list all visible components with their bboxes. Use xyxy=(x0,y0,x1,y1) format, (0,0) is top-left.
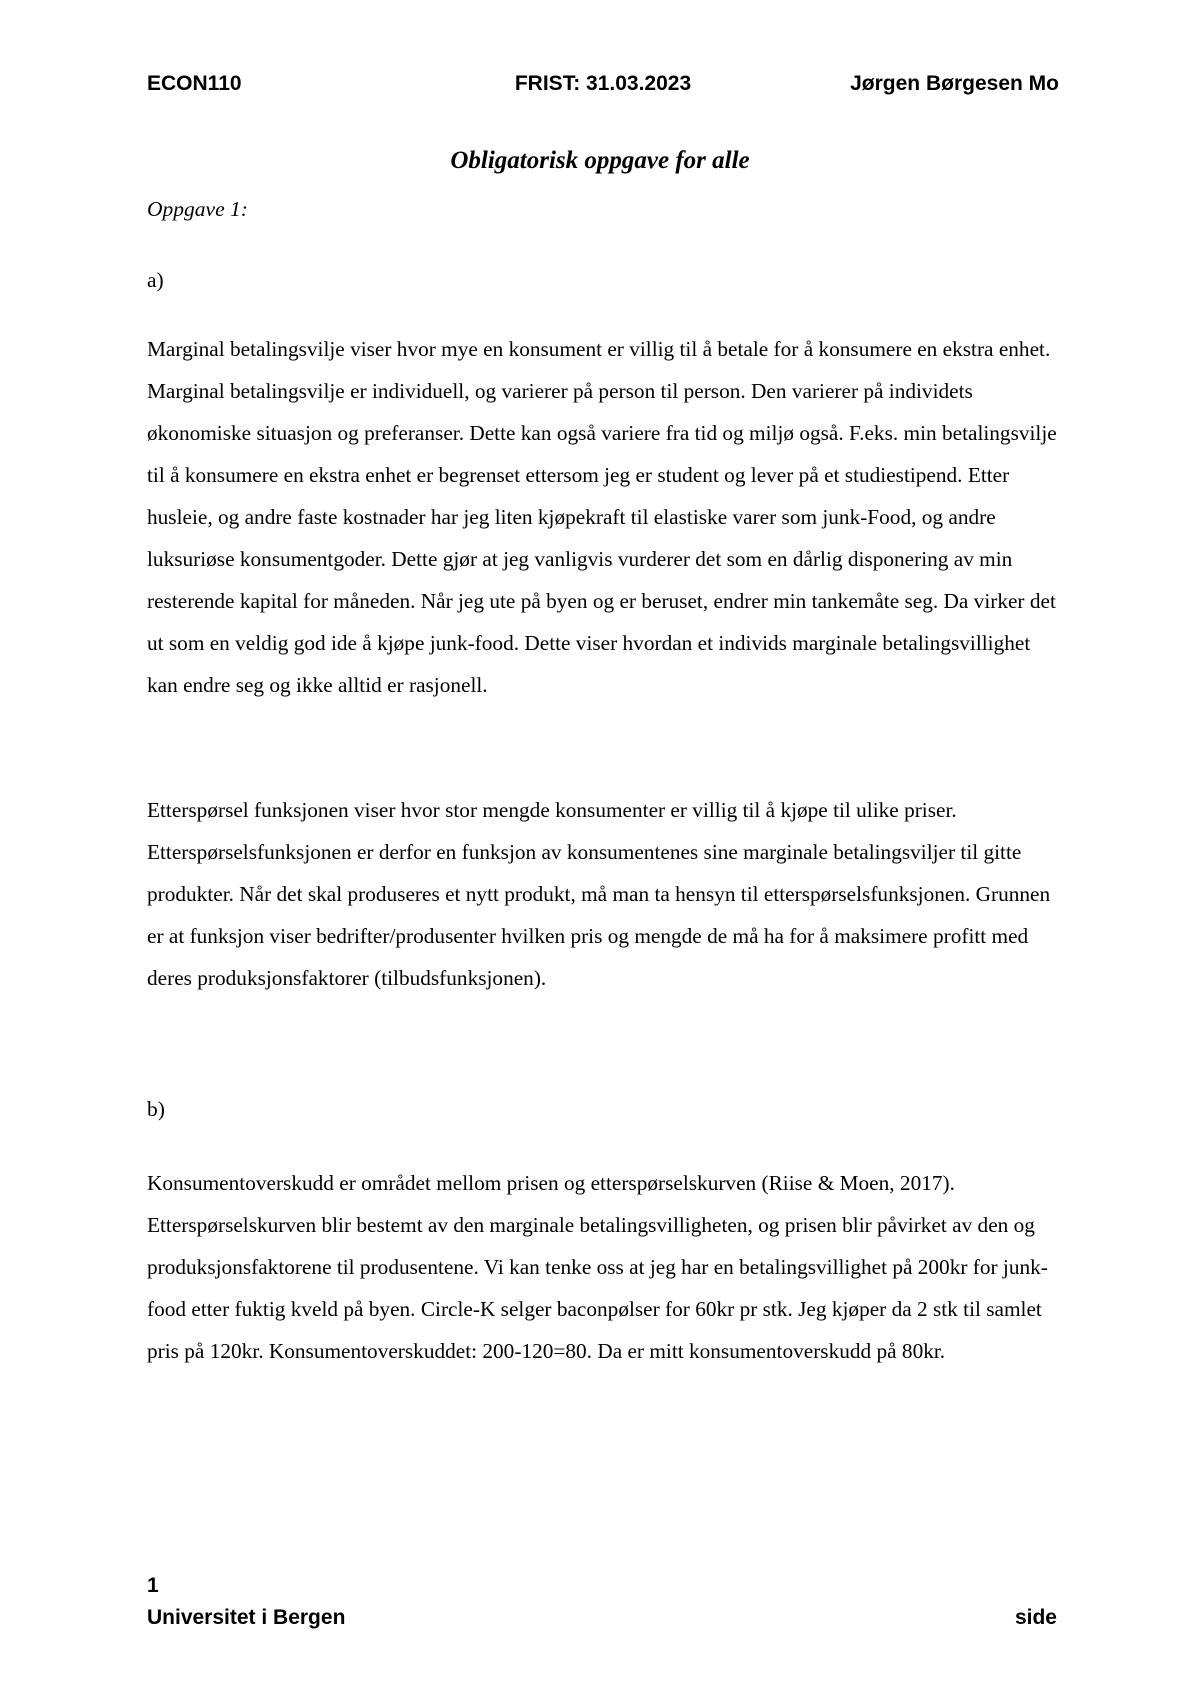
footer-page-number: 1 xyxy=(147,1574,159,1597)
footer-institution: Universitet i Bergen xyxy=(147,1606,346,1629)
header-author: Jørgen Børgesen Mo xyxy=(850,72,1059,95)
footer-side-label: side xyxy=(1014,1606,1057,1629)
header-deadline: FRIST: 31.03.2023 xyxy=(514,72,692,95)
task-label: Oppgave 1: xyxy=(147,197,248,221)
section-b-label: b) xyxy=(147,1097,165,1121)
paragraph-marginal-willingness: Marginal betalingsvilje viser hvor mye en konsument er villig til å betale for å konsumere en ekstra enhet. Marginal betalingsvilje er individuell, og varierer på person til person. Den varierer på individets økonomiske situasjon og preferanser. Dette kan også variere fra tid og miljø også. F.eks. min betalingsvilje til å konsumere en ekstra enhet er begrenset ettersom jeg er student og lever på et studiestipend. Etter husleie, og andre faste kostnader har jeg liten kjøpekraft til elastiske varer som junk-Food, og andre luksuriøse konsumentgoder. Dette gjør at jeg vanligvis vurderer det som en dårlig disponering av min resterende kapital for måneden. Når jeg ute på byen og er beruset, endrer min tankemåte seg. Da virker det ut som en veldig god ide å kjøpe junk-food. Dette viser hvordan et individs marginale betalingsvillighet kan endre seg og ikke alltid er rasjonell. xyxy=(147,337,1057,697)
document-title: Obligatorisk oppgave for alle xyxy=(450,147,750,174)
paragraph-consumer-surplus: Konsumentoverskudd er området mellom prisen og etterspørselskurven (Riise & Moen, 2017). Etterspørselskurven blir bestemt av den marginale betalingsvilligheten, og prisen blir påvirket av den og produksjonsfaktorene til produsentene. Vi kan tenke oss at jeg har en betalingsvillighet på 200kr for junk-food etter fuktig kveld på byen. Circle-K selger baconpølser for 60kr pr stk. Jeg kjøper da 2 stk til samlet pris på 120kr. Konsumentoverskuddet: 200-120=80. Da er mitt konsumentoverskudd på 80kr. xyxy=(147,1171,1048,1363)
page-header xyxy=(147,72,1059,102)
paragraph-demand-function: Etterspørsel funksjonen viser hvor stor mengde konsumenter er villig til å kjøpe til ulike priser. Etterspørselsfunksjonen er derfor en funksjon av konsumentenes sine marginale betalingsviljer til gitte produkter. Når det skal produseres et nytt produkt, må man ta hensyn til etterspørselsfunksjonen. Grunnen er at funksjon viser bedrifter/produsenter hvilken pris og mengde de må ha for å maksimere profitt med deres produksjonsfaktorer (tilbudsfunksjonen). xyxy=(147,798,1051,990)
section-a-label: a) xyxy=(147,268,164,292)
header-course: ECON110 xyxy=(147,72,242,95)
